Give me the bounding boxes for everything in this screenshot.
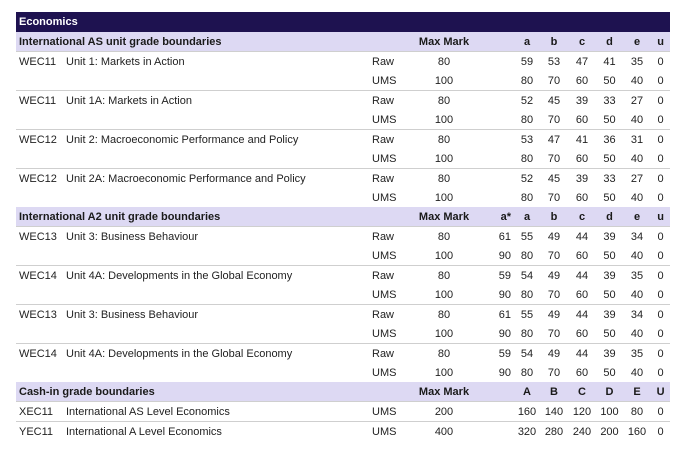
- max-mark-value: 100: [434, 288, 454, 301]
- table-row: [16, 402, 670, 422]
- grade-column-header: c: [568, 207, 596, 227]
- grade-value: 39: [596, 266, 623, 286]
- grade-value: 36: [596, 130, 623, 150]
- grade-column-header: a*: [476, 207, 514, 227]
- unit-name: International A Level Economics: [66, 422, 372, 442]
- max-mark-value: 80: [412, 91, 476, 111]
- unit-name: Unit 2A: Macroeconomic Performance and Policy: [66, 169, 372, 189]
- max-mark-header: Max Mark: [412, 382, 476, 402]
- grade-value: 35: [623, 344, 651, 364]
- unit-code: WEC14: [16, 344, 66, 364]
- grade-value: 27: [623, 169, 651, 189]
- max-mark-value: 80: [412, 305, 476, 325]
- grade-value: 0: [651, 266, 670, 286]
- mark-type: Raw: [372, 305, 412, 325]
- max-mark-value: 100: [434, 327, 454, 340]
- grade-value: 0: [651, 52, 670, 72]
- grade-value: 70: [547, 288, 561, 301]
- grade-column-header: c: [568, 32, 596, 52]
- table-row: [16, 91, 670, 111]
- grade-value: [476, 52, 514, 72]
- grade-value: 60: [575, 366, 589, 379]
- unit-code: [16, 363, 66, 382]
- grade-value: 52: [514, 169, 540, 189]
- grade-column-header: E: [623, 382, 651, 402]
- grade-value: 45: [540, 169, 568, 189]
- grade-value: 49: [540, 227, 568, 247]
- grade-value: 0: [657, 113, 664, 126]
- mark-type: UMS: [372, 249, 397, 262]
- grade-value: 80: [520, 152, 534, 165]
- mark-type: Raw: [372, 169, 412, 189]
- grade-value: 35: [623, 266, 651, 286]
- grade-value: 0: [651, 305, 670, 325]
- grade-value: 55: [514, 305, 540, 325]
- grade-value: 61: [476, 305, 514, 325]
- grade-value: 27: [623, 91, 651, 111]
- grade-value: 34: [623, 305, 651, 325]
- table-row: [16, 305, 670, 325]
- mark-type: Raw: [372, 344, 412, 364]
- grade-boundaries-table: [16, 12, 670, 441]
- grade-value: 0: [651, 227, 670, 247]
- grade-value: 0: [651, 422, 670, 442]
- grade-value: 40: [630, 288, 644, 301]
- grade-value: 90: [498, 288, 511, 301]
- unit-name: [66, 149, 372, 169]
- grade-value: 0: [657, 152, 664, 165]
- grade-value: 0: [657, 191, 664, 204]
- mark-type: Raw: [372, 91, 412, 111]
- grade-value: 120: [568, 402, 596, 422]
- unit-name: Unit 3: Business Behaviour: [66, 227, 372, 247]
- max-mark-value: 80: [412, 344, 476, 364]
- grade-value: 80: [520, 191, 534, 204]
- max-mark-value: 80: [412, 130, 476, 150]
- grade-value: 70: [547, 113, 561, 126]
- grade-value: [476, 188, 514, 207]
- unit-code: WEC11: [16, 52, 66, 72]
- grade-value: [476, 169, 514, 189]
- grade-value: 39: [568, 91, 596, 111]
- grade-column-header: D: [596, 382, 623, 402]
- section-heading: International A2 unit grade boundaries: [16, 207, 412, 227]
- grade-value: 80: [520, 288, 534, 301]
- section-header: [16, 382, 670, 402]
- grade-value: 52: [514, 91, 540, 111]
- max-mark-value: 100: [434, 74, 454, 87]
- grade-column-header: u: [651, 207, 670, 227]
- title-bar: [16, 12, 670, 32]
- grade-value: 0: [651, 344, 670, 364]
- grade-value: 70: [547, 191, 561, 204]
- unit-name: Unit 1: Markets in Action: [66, 52, 372, 72]
- grade-column-header: [476, 32, 514, 52]
- table-row: [16, 363, 670, 382]
- unit-name: [66, 110, 372, 130]
- max-mark-value: 100: [434, 113, 454, 126]
- grade-value: 35: [623, 52, 651, 72]
- table-row: [16, 266, 670, 286]
- grade-value: 44: [568, 266, 596, 286]
- unit-name: [66, 71, 372, 91]
- grade-value: 60: [575, 74, 589, 87]
- grade-value: 34: [623, 227, 651, 247]
- grade-value: 40: [630, 191, 644, 204]
- grade-value: 40: [630, 152, 644, 165]
- grade-value: 50: [603, 327, 616, 340]
- grade-value: 54: [514, 344, 540, 364]
- grade-column-header: e: [623, 32, 651, 52]
- grade-value: 60: [575, 288, 589, 301]
- grade-column-header: b: [540, 207, 568, 227]
- grade-value: 54: [514, 266, 540, 286]
- max-mark-value: 80: [412, 52, 476, 72]
- unit-code: [16, 110, 66, 130]
- grade-boundaries-sheet: [16, 12, 670, 441]
- table-row: [16, 110, 670, 130]
- grade-value: 70: [547, 152, 561, 165]
- grade-value: 44: [568, 227, 596, 247]
- unit-code: XEC11: [16, 402, 66, 422]
- grade-value: 50: [603, 288, 616, 301]
- grade-value: 49: [540, 344, 568, 364]
- table-row: [16, 188, 670, 207]
- unit-code: WEC14: [16, 266, 66, 286]
- max-mark-header: Max Mark: [412, 32, 476, 52]
- grade-value: 50: [603, 191, 616, 204]
- grade-value: 41: [568, 130, 596, 150]
- grade-value: 200: [596, 422, 623, 442]
- max-mark-value: 80: [412, 169, 476, 189]
- grade-value: 40: [630, 327, 644, 340]
- grade-value: 280: [540, 422, 568, 442]
- grade-value: 70: [547, 249, 561, 262]
- grade-column-header: C: [568, 382, 596, 402]
- grade-value: 60: [575, 327, 589, 340]
- grade-value: 53: [514, 130, 540, 150]
- grade-value: 40: [630, 74, 644, 87]
- grade-column-header: A: [514, 382, 540, 402]
- table-row: [16, 324, 670, 344]
- grade-value: 50: [603, 74, 616, 87]
- grade-value: [476, 149, 514, 169]
- grade-column-header: b: [540, 32, 568, 52]
- grade-value: 47: [540, 130, 568, 150]
- grade-value: 39: [596, 227, 623, 247]
- grade-value: 60: [575, 249, 589, 262]
- section-header: [16, 207, 670, 227]
- max-mark-value: 400: [412, 422, 476, 442]
- grade-value: 50: [603, 249, 616, 262]
- grade-value: 40: [630, 366, 644, 379]
- mark-type: Raw: [372, 52, 412, 72]
- mark-type: Raw: [372, 227, 412, 247]
- grade-value: 53: [540, 52, 568, 72]
- unit-code: [16, 71, 66, 91]
- grade-value: 80: [520, 327, 534, 340]
- grade-column-header: u: [651, 32, 670, 52]
- grade-value: 70: [547, 366, 561, 379]
- grade-value: 0: [657, 327, 664, 340]
- grade-value: 41: [596, 52, 623, 72]
- mark-type: UMS: [372, 152, 397, 165]
- grade-column-header: a: [514, 207, 540, 227]
- grade-value: 59: [514, 52, 540, 72]
- grade-column-header: d: [596, 207, 623, 227]
- grade-value: 50: [603, 113, 616, 126]
- grade-value: 33: [596, 91, 623, 111]
- grade-column-header: e: [623, 207, 651, 227]
- mark-type: UMS: [372, 74, 397, 87]
- table-row: [16, 246, 670, 266]
- grade-value: 39: [568, 169, 596, 189]
- grade-value: 100: [596, 402, 623, 422]
- grade-value: 60: [575, 191, 589, 204]
- grade-value: 90: [498, 327, 511, 340]
- max-mark-value: 80: [412, 227, 476, 247]
- mark-type: UMS: [372, 191, 397, 204]
- grade-value: 160: [623, 422, 651, 442]
- grade-value: 70: [547, 74, 561, 87]
- grade-value: 61: [476, 227, 514, 247]
- grade-value: 33: [596, 169, 623, 189]
- unit-code: [16, 324, 66, 344]
- grade-value: 44: [568, 344, 596, 364]
- grade-value: 0: [657, 74, 664, 87]
- section-header: [16, 32, 670, 52]
- page-title: Economics: [16, 12, 670, 32]
- unit-code: WEC13: [16, 305, 66, 325]
- grade-value: 60: [575, 113, 589, 126]
- max-mark-value: 100: [434, 249, 454, 262]
- grade-value: 59: [476, 266, 514, 286]
- grade-value: 80: [623, 402, 651, 422]
- grade-value: 0: [651, 402, 670, 422]
- unit-name: [66, 246, 372, 266]
- grade-value: 80: [520, 366, 534, 379]
- grade-value: 90: [498, 249, 511, 262]
- max-mark-value: 100: [434, 191, 454, 204]
- grade-value: 0: [657, 249, 664, 262]
- grade-value: 49: [540, 266, 568, 286]
- unit-code: [16, 285, 66, 305]
- table-row: [16, 344, 670, 364]
- grade-value: 70: [547, 327, 561, 340]
- unit-name: [66, 188, 372, 207]
- grade-value: 40: [630, 113, 644, 126]
- max-mark-value: 80: [412, 266, 476, 286]
- grade-column-header: [476, 382, 514, 402]
- unit-name: International AS Level Economics: [66, 402, 372, 422]
- grade-value: 59: [476, 344, 514, 364]
- mark-type: UMS: [372, 422, 412, 442]
- mark-type: UMS: [372, 366, 397, 379]
- unit-code: WEC12: [16, 169, 66, 189]
- unit-code: WEC13: [16, 227, 66, 247]
- table-row: [16, 169, 670, 189]
- grade-value: [476, 130, 514, 150]
- unit-name: Unit 1A: Markets in Action: [66, 91, 372, 111]
- grade-value: [476, 402, 514, 422]
- grade-value: 50: [603, 152, 616, 165]
- grade-value: 0: [651, 130, 670, 150]
- unit-code: [16, 188, 66, 207]
- grade-value: 90: [498, 366, 511, 379]
- grade-value: 47: [568, 52, 596, 72]
- grade-column-header: B: [540, 382, 568, 402]
- grade-value: 39: [596, 305, 623, 325]
- grade-column-header: d: [596, 32, 623, 52]
- unit-code: [16, 246, 66, 266]
- max-mark-header: Max Mark: [412, 207, 476, 227]
- unit-name: [66, 324, 372, 344]
- grade-column-header: a: [514, 32, 540, 52]
- grade-value: 0: [651, 169, 670, 189]
- max-mark-value: 100: [434, 366, 454, 379]
- grade-value: 45: [540, 91, 568, 111]
- max-mark-value: 200: [412, 402, 476, 422]
- table-row: [16, 149, 670, 169]
- grade-value: 0: [657, 366, 664, 379]
- grade-value: 49: [540, 305, 568, 325]
- table-row: [16, 52, 670, 72]
- unit-code: WEC11: [16, 91, 66, 111]
- table-row: [16, 227, 670, 247]
- unit-code: WEC12: [16, 130, 66, 150]
- mark-type: UMS: [372, 113, 397, 126]
- grade-value: 31: [623, 130, 651, 150]
- grade-value: 60: [575, 152, 589, 165]
- grade-value: 80: [520, 74, 534, 87]
- grade-value: 40: [630, 249, 644, 262]
- mark-type: Raw: [372, 266, 412, 286]
- max-mark-value: 100: [434, 152, 454, 165]
- mark-type: UMS: [372, 402, 412, 422]
- unit-code: YEC11: [16, 422, 66, 442]
- unit-name: Unit 4A: Developments in the Global Economy: [66, 266, 372, 286]
- table-row: [16, 130, 670, 150]
- grade-value: 80: [520, 249, 534, 262]
- table-row: [16, 71, 670, 91]
- grade-value: [476, 91, 514, 111]
- unit-name: Unit 2: Macroeconomic Performance and Policy: [66, 130, 372, 150]
- unit-name: [66, 363, 372, 382]
- grade-value: 44: [568, 305, 596, 325]
- mark-type: UMS: [372, 327, 397, 340]
- mark-type: UMS: [372, 288, 397, 301]
- grade-value: 0: [651, 91, 670, 111]
- section-heading: International AS unit grade boundaries: [16, 32, 412, 52]
- grade-value: 160: [514, 402, 540, 422]
- table-row: [16, 285, 670, 305]
- unit-code: [16, 149, 66, 169]
- grade-value: 39: [596, 344, 623, 364]
- unit-name: Unit 4A: Developments in the Global Economy: [66, 344, 372, 364]
- grade-value: 240: [568, 422, 596, 442]
- grade-value: 50: [603, 366, 616, 379]
- unit-name: Unit 3: Business Behaviour: [66, 305, 372, 325]
- grade-value: [476, 422, 514, 442]
- table-row: [16, 422, 670, 442]
- grade-value: 80: [520, 113, 534, 126]
- mark-type: Raw: [372, 130, 412, 150]
- section-heading: Cash-in grade boundaries: [16, 382, 412, 402]
- grade-value: 0: [657, 288, 664, 301]
- grade-column-header: U: [651, 382, 670, 402]
- grade-value: 55: [514, 227, 540, 247]
- grade-value: 320: [514, 422, 540, 442]
- grade-value: [476, 71, 514, 91]
- grade-value: 140: [540, 402, 568, 422]
- unit-name: [66, 285, 372, 305]
- grade-value: [476, 110, 514, 130]
